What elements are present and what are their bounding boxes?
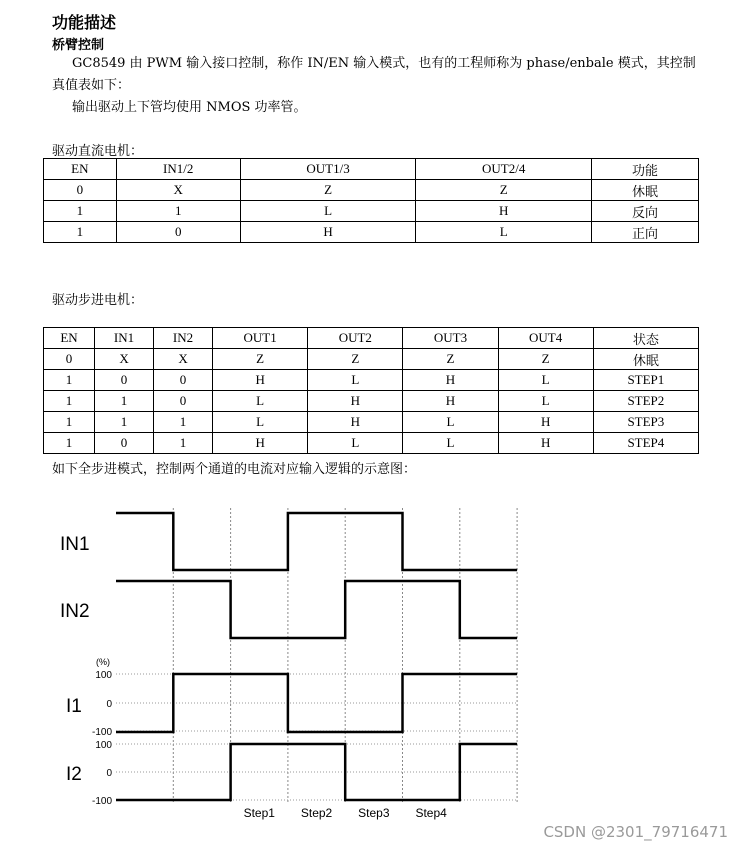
y-tick-label: 0 bbox=[106, 699, 112, 710]
full-step-timing-diagram bbox=[0, 480, 742, 820]
table-header-cell: OUT4 bbox=[498, 328, 593, 349]
table-cell: Z bbox=[240, 180, 416, 201]
table-cell: 1 bbox=[44, 412, 95, 433]
table-cell: H bbox=[403, 370, 498, 391]
table-row bbox=[44, 349, 699, 370]
table-cell: H bbox=[498, 433, 593, 454]
table-cell: 1 bbox=[154, 433, 213, 454]
table-header-cell: IN1 bbox=[95, 328, 154, 349]
intro-paragraph-2: 输出驱动上下管均使用 NMOS 功率管。 bbox=[72, 100, 307, 115]
table-cell: 1 bbox=[95, 412, 154, 433]
in2-waveform bbox=[116, 581, 517, 638]
section-heading: 功能描述 bbox=[52, 13, 117, 32]
step-label: Step1 bbox=[243, 806, 275, 820]
table-cell: 1 bbox=[95, 391, 154, 412]
table-cell: 正向 bbox=[591, 222, 698, 243]
table-cell: H bbox=[416, 201, 592, 222]
table-header-cell: 功能 bbox=[591, 159, 698, 180]
table-cell: L bbox=[240, 201, 416, 222]
table-header-cell: 状态 bbox=[593, 328, 698, 349]
step-label: Step4 bbox=[415, 806, 447, 820]
table-cell: L bbox=[498, 370, 593, 391]
table-cell: Z bbox=[308, 349, 403, 370]
table-cell: H bbox=[403, 391, 498, 412]
table-cell: STEP4 bbox=[593, 433, 698, 454]
y-tick-label: 0 bbox=[106, 768, 112, 779]
table-cell: H bbox=[308, 412, 403, 433]
table-cell: 1 bbox=[44, 391, 95, 412]
watermark: CSDN @2301_79716471 bbox=[543, 823, 728, 841]
step-label: Step2 bbox=[300, 806, 333, 820]
table-header-cell: EN bbox=[44, 328, 95, 349]
y-tick-label: 100 bbox=[95, 670, 112, 681]
table-cell: Z bbox=[213, 349, 308, 370]
table-header-cell: OUT1 bbox=[213, 328, 308, 349]
y-tick-label: -100 bbox=[91, 727, 112, 738]
table-cell: 0 bbox=[154, 370, 213, 391]
table-header-cell: OUT1/3 bbox=[240, 159, 416, 180]
table-cell: L bbox=[213, 412, 308, 433]
unit-label: (%) bbox=[96, 657, 110, 667]
i1-label: I1 bbox=[66, 696, 82, 717]
table-cell: L bbox=[213, 391, 308, 412]
table-cell: STEP3 bbox=[593, 412, 698, 433]
in2-label: IN2 bbox=[60, 601, 90, 622]
table-cell: 休眠 bbox=[593, 349, 698, 370]
table-cell: Z bbox=[416, 180, 592, 201]
table-row bbox=[44, 412, 699, 433]
table-cell: L bbox=[498, 391, 593, 412]
table-cell: 1 bbox=[44, 433, 95, 454]
table-cell: H bbox=[240, 222, 416, 243]
step-label: Step3 bbox=[358, 806, 390, 820]
in1-label: IN1 bbox=[60, 534, 90, 555]
table-cell: 0 bbox=[95, 433, 154, 454]
table-header-cell: IN2 bbox=[154, 328, 213, 349]
table-cell: H bbox=[213, 370, 308, 391]
table-cell: 0 bbox=[154, 391, 213, 412]
table-cell: Z bbox=[403, 349, 498, 370]
table-cell: 1 bbox=[44, 222, 117, 243]
table-cell: L bbox=[403, 433, 498, 454]
table-row bbox=[44, 222, 699, 243]
table-cell: L bbox=[308, 433, 403, 454]
i2-label: I2 bbox=[66, 764, 82, 785]
table-cell: X bbox=[154, 349, 213, 370]
table-row bbox=[44, 201, 699, 222]
diagram-caption: 如下全步进模式，控制两个通道的电流对应输入逻辑的示意图： bbox=[52, 462, 417, 477]
stepper-motor-table bbox=[43, 327, 699, 454]
table-cell: 0 bbox=[44, 349, 95, 370]
intro-paragraph: GC8549 由 PWM 输入接口控制，称作 IN/EN 输入模式，也有的工程师称为 phase/enbale 模式，其控制真值表如下： bbox=[52, 56, 696, 93]
table-cell: L bbox=[403, 412, 498, 433]
table-header-cell: EN bbox=[44, 159, 117, 180]
table-cell: X bbox=[95, 349, 154, 370]
table-cell: 1 bbox=[44, 370, 95, 391]
table-header-cell: OUT3 bbox=[403, 328, 498, 349]
y-tick-label: 100 bbox=[95, 740, 112, 751]
subsection-heading: 桥臂控制 bbox=[52, 38, 105, 53]
y-tick-label: -100 bbox=[91, 796, 112, 807]
table-cell: 1 bbox=[116, 201, 240, 222]
dc-motor-caption: 驱动直流电机： bbox=[52, 144, 144, 159]
table-header-cell: IN1/2 bbox=[116, 159, 240, 180]
dc-motor-table bbox=[43, 158, 699, 243]
table-cell: H bbox=[498, 412, 593, 433]
table-cell: 1 bbox=[44, 201, 117, 222]
table-cell: H bbox=[213, 433, 308, 454]
table-cell: 0 bbox=[44, 180, 117, 201]
in1-waveform bbox=[116, 513, 517, 570]
table-cell: STEP1 bbox=[593, 370, 698, 391]
table-cell: 0 bbox=[95, 370, 154, 391]
table-cell: Z bbox=[498, 349, 593, 370]
table-cell: H bbox=[308, 391, 403, 412]
table-cell: 休眠 bbox=[591, 180, 698, 201]
table-cell: X bbox=[116, 180, 240, 201]
table-header-cell: OUT2 bbox=[308, 328, 403, 349]
table-cell: L bbox=[308, 370, 403, 391]
table-row bbox=[44, 370, 699, 391]
table-cell: STEP2 bbox=[593, 391, 698, 412]
table-row bbox=[44, 433, 699, 454]
table-header-cell: OUT2/4 bbox=[416, 159, 592, 180]
table-cell: 0 bbox=[116, 222, 240, 243]
table-cell: L bbox=[416, 222, 592, 243]
table-row bbox=[44, 391, 699, 412]
stepper-motor-caption: 驱动步进电机： bbox=[52, 293, 144, 308]
table-cell: 1 bbox=[154, 412, 213, 433]
table-row bbox=[44, 180, 699, 201]
table-cell: 反向 bbox=[591, 201, 698, 222]
